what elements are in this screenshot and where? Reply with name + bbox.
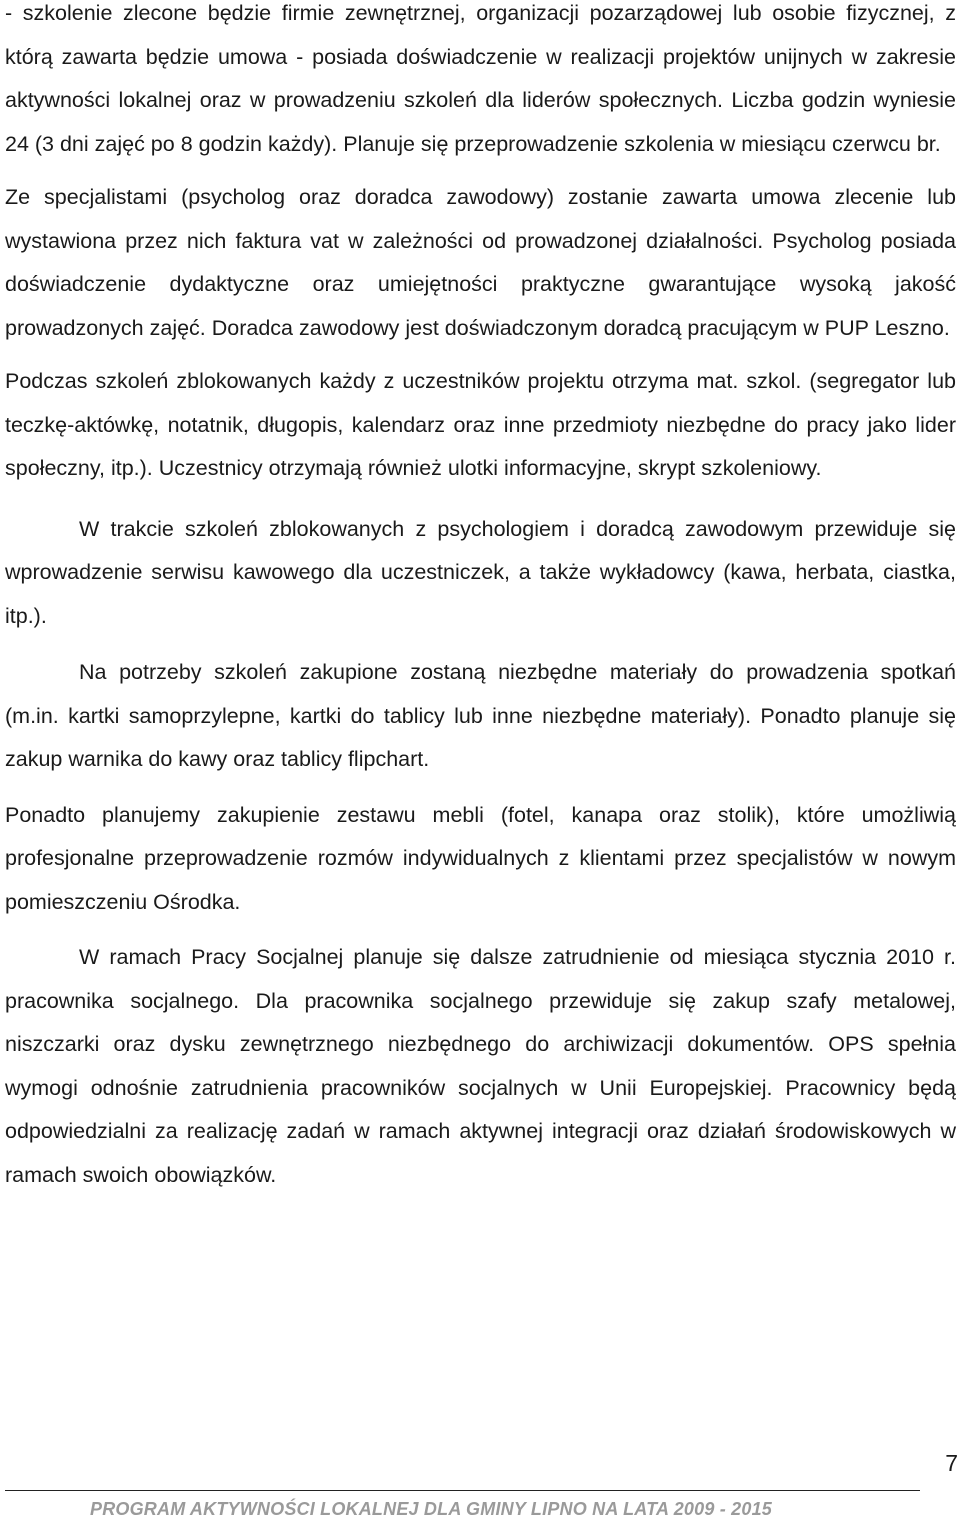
page-body xyxy=(5,0,956,1197)
paragraph-furniture: Ponadto planujemy zakupienie zestawu mebli (fotel, kanapa oraz stolik), które umożliwią profesjonalne przeprowadzenie rozmów indywidualnych z klientami przez specjalistów w nowym pomieszczeniu Ośrodka. xyxy=(5,802,956,914)
paragraph-social-work: W ramach Pracy Socjalnej planuje się dalsze zatrudnienie od miesiąca stycznia 2010 r. pracownika socjalnego. Dla pracownika socjalnego przewiduje się zakup szafy metalowej, niszczarki oraz dysku zewnętrznego niezbędnego do archiwizacji dokumentów. OPS spełnia wymogi odnośnie zatrudnienia pracowników socjalnych w Unii Europejskiej. Pracownicy będą odpowiedzialni za realizację zadań w ramach aktywnej integracji oraz działań środowiskowych w ramach swoich obowiązków. xyxy=(5,945,956,1187)
paragraph-meeting-supplies: Na potrzeby szkoleń zakupione zostaną niezbędne materiały do prowadzenia spotkań (m.in. kartki samoprzylepne, kartki do tablicy lub inne niezbędne materiały). Ponadto planuje się zakup warnika do kawy oraz tablicy flipchart. xyxy=(5,660,956,771)
paragraph-coffee-service: W trakcie szkoleń zblokowanych z psychologiem i doradcą zawodowym przewiduje się wprowadzenie serwisu kawowego dla uczestniczek, a także wykładowcy (kawa, herbata, ciastka, itp.). xyxy=(5,516,956,628)
paragraph-training-contractor: - szkolenie zlecone będzie firmie zewnętrznej, organizacji pozarządowej lub osobie fizycznej, z którą zawarta będzie umowa - posiada doświadczenie w realizacji projektów unijnych w zakresie aktywności lokalnej oraz w prowadzeniu szkoleń dla liderów społecznych. Liczba godzin wyniesie 24 (3 dni zajęć po 8 godzin każdy). Planuje się przeprowadzenie szkolenia w miesiącu czerwcu br. xyxy=(5,1,956,156)
footer-divider xyxy=(5,1490,920,1491)
page-number: 7 xyxy=(945,1450,958,1476)
paragraph-training-materials: Podczas szkoleń zblokowanych każdy z uczestników projektu otrzyma mat. szkol. (segregator lub teczkę-aktówkę, notatnik, długopis, kalendarz oraz inne przedmioty niezbędne do pracy jako lider społeczny, itp.). Uczestnicy otrzymają również ulotki informacyjne, skrypt szkoleniowy. xyxy=(5,369,956,480)
paragraph-specialists: Ze specjalistami (psycholog oraz doradca zawodowy) zostanie zawarta umowa zlecenie lub wystawiona przez nich faktura vat w zależności od prowadzonej działalności. Psycholog posiada doświadczenie dydaktyczne oraz umiejętności praktyczne gwarantujące wysoką jakość prowadzonych zajęć. Doradca zawodowy jest doświadczonym doradcą pracującym w PUP Leszno. xyxy=(5,185,956,340)
footer-program-title: PROGRAM AKTYWNOŚCI LOKALNEJ DLA GMINY LIPNO NA LATA 2009 - 2015 xyxy=(90,1499,773,1519)
